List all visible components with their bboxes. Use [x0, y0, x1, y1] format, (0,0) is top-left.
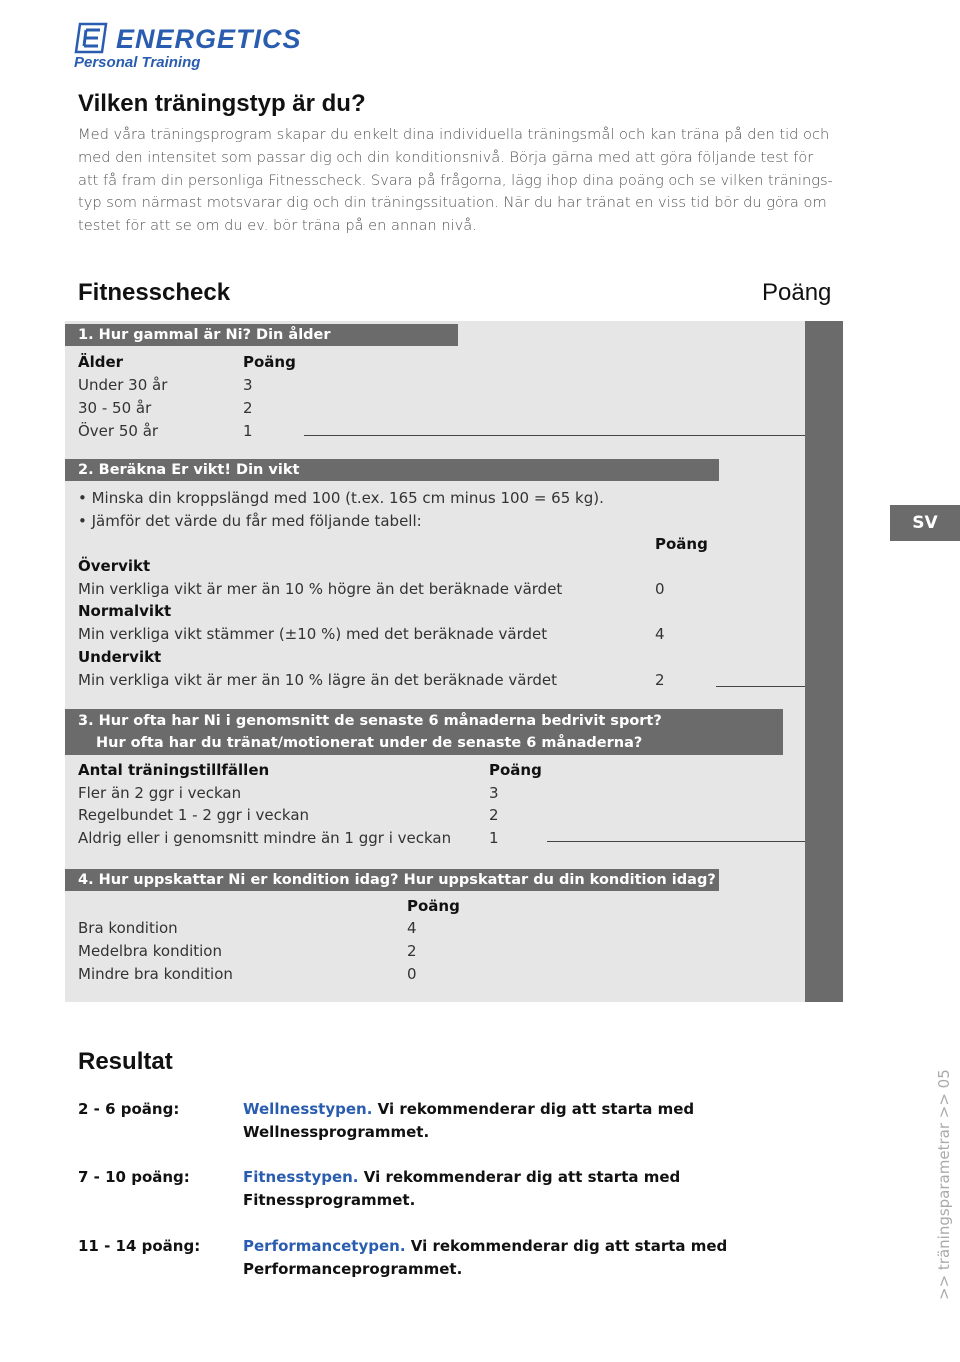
result-program: Fitnessprogrammet. — [243, 1191, 416, 1209]
results-heading: Resultat — [78, 1048, 173, 1075]
q3-row-points: 3 — [489, 784, 499, 802]
q2-group-heading: Undervikt — [78, 648, 162, 666]
brand-name: ENERGETICS — [116, 24, 302, 54]
q2-group-points: 4 — [655, 625, 665, 643]
q3-row-points: 2 — [489, 806, 499, 824]
result-description — [243, 1098, 763, 1144]
result-program: Wellnessprogrammet. — [243, 1123, 430, 1141]
q2-bullet: • Jämför det värde du får med följande tabell: — [78, 512, 422, 530]
result-range: 11 - 14 poäng: — [78, 1237, 201, 1255]
q4-row-label: Medelbra kondition — [78, 942, 222, 960]
result-type: Fitnesstypen. — [243, 1168, 359, 1186]
q1-col-points: Poäng — [243, 353, 296, 371]
q3-row-label: Fler än 2 ggr i veckan — [78, 784, 242, 802]
q1-col-age: Älder — [78, 353, 124, 371]
q3-title-line: Hur ofta har du tränat/motionerat under de senaste 6 månaderna? — [96, 735, 643, 751]
logo-icon — [74, 22, 108, 54]
q1-row-points: 2 — [243, 399, 253, 417]
question-4-header: 4. Hur uppskattar Ni er kondition idag? Hur uppskattar du din kondition idag? — [65, 869, 719, 891]
q2-group-text: Min verkliga vikt stämmer (±10 %) med det beräknade värdet — [78, 625, 548, 643]
result-line: Vi rekommenderar dig att starta med — [372, 1100, 695, 1118]
language-badge: SV — [890, 505, 960, 541]
q3-row-label: Aldrig eller i genomsnitt mindre än 1 ggr i veckan — [78, 829, 452, 847]
result-range: 2 - 6 poäng: — [78, 1100, 180, 1118]
q4-row-label: Mindre bra kondition — [78, 965, 233, 983]
q2-points-label: Poäng — [655, 535, 708, 553]
question-2-header: 2. Beräkna Er vikt! Din vikt — [65, 459, 719, 481]
result-line: Vi rekommenderar dig att starta med — [405, 1237, 728, 1255]
result-description — [243, 1166, 763, 1212]
intro-line: med den intensitet som passar dig och din konditionsnivå. Börja gärna med att göra följande test för — [78, 148, 814, 166]
result-program: Performanceprogrammet. — [243, 1260, 463, 1278]
intro-line: att få fram din personliga Fitnesscheck. Svara på frågorna, lägg ihop dina poäng och se vilken tränings- — [78, 171, 833, 189]
q3-col-count: Antal träningstillfällen — [78, 761, 270, 779]
score-column — [805, 321, 843, 1002]
intro-line: Med våra träningsprogram skapar du enkelt dina individuella träningsmål och kan träna på den tid och — [78, 126, 830, 143]
brand-subtitle: Personal Training — [74, 54, 201, 71]
q2-answer-line — [716, 686, 805, 687]
q2-group-points: 2 — [655, 671, 665, 689]
q2-group-text: Min verkliga vikt är mer än 10 % högre än det beräknade värdet — [78, 580, 563, 598]
q3-title-line: 3. Hur ofta har Ni i genomsnitt de senaste 6 månaderna bedrivit sport? — [78, 713, 662, 729]
fitnesscheck-heading: Fitnesscheck — [78, 279, 231, 306]
q1-answer-line — [304, 435, 805, 436]
q3-answer-line — [547, 841, 805, 842]
q4-row-points: 0 — [407, 965, 417, 983]
result-description — [243, 1235, 763, 1281]
q1-row-label: 30 - 50 år — [78, 399, 152, 417]
q1-row-label: Över 50 år — [78, 422, 159, 440]
q4-row-points: 2 — [407, 942, 417, 960]
question-1-header: 1. Hur gammal är Ni? Din ålder — [65, 324, 458, 346]
result-type: Wellnesstypen. — [243, 1100, 373, 1118]
q3-row-label: Regelbundet 1 - 2 ggr i veckan — [78, 806, 310, 824]
q3-row-points: 1 — [489, 829, 499, 847]
q3-col-points: Poäng — [489, 761, 542, 779]
q2-bullet: • Minska din kroppslängd med 100 (t.ex. 165 cm minus 100 = 65 kg). — [78, 489, 604, 507]
q2-group-heading: Normalvikt — [78, 602, 172, 620]
q2-group-heading: Övervikt — [78, 557, 151, 575]
q4-col-points: Poäng — [407, 897, 460, 915]
side-section-label: >> träningsparametrar >> 05 — [935, 1069, 953, 1300]
result-line: Vi rekommenderar dig att starta med — [358, 1168, 681, 1186]
q1-row-points: 3 — [243, 376, 253, 394]
q2-group-text: Min verkliga vikt är mer än 10 % lägre än det beräknade värdet — [78, 671, 557, 689]
points-heading: Poäng — [762, 279, 832, 306]
q2-group-points: 0 — [655, 580, 665, 598]
question-3-header — [65, 709, 783, 755]
intro-text — [78, 124, 838, 238]
q4-row-points: 4 — [407, 919, 417, 937]
page-title: Vilken träningstyp är du? — [78, 90, 366, 117]
q1-row-label: Under 30 år — [78, 376, 168, 394]
intro-line: typ som närmast motsvarar dig och din träningssituation. När du har tränat en viss tid bör du göra om — [78, 194, 827, 212]
q4-row-label: Bra kondition — [78, 919, 178, 937]
result-type: Performancetypen. — [243, 1237, 406, 1255]
q1-row-points: 1 — [243, 422, 253, 440]
result-range: 7 - 10 poäng: — [78, 1168, 190, 1186]
intro-line: testet för att se om du ev. bör träna på en annan nivå. — [78, 217, 477, 235]
